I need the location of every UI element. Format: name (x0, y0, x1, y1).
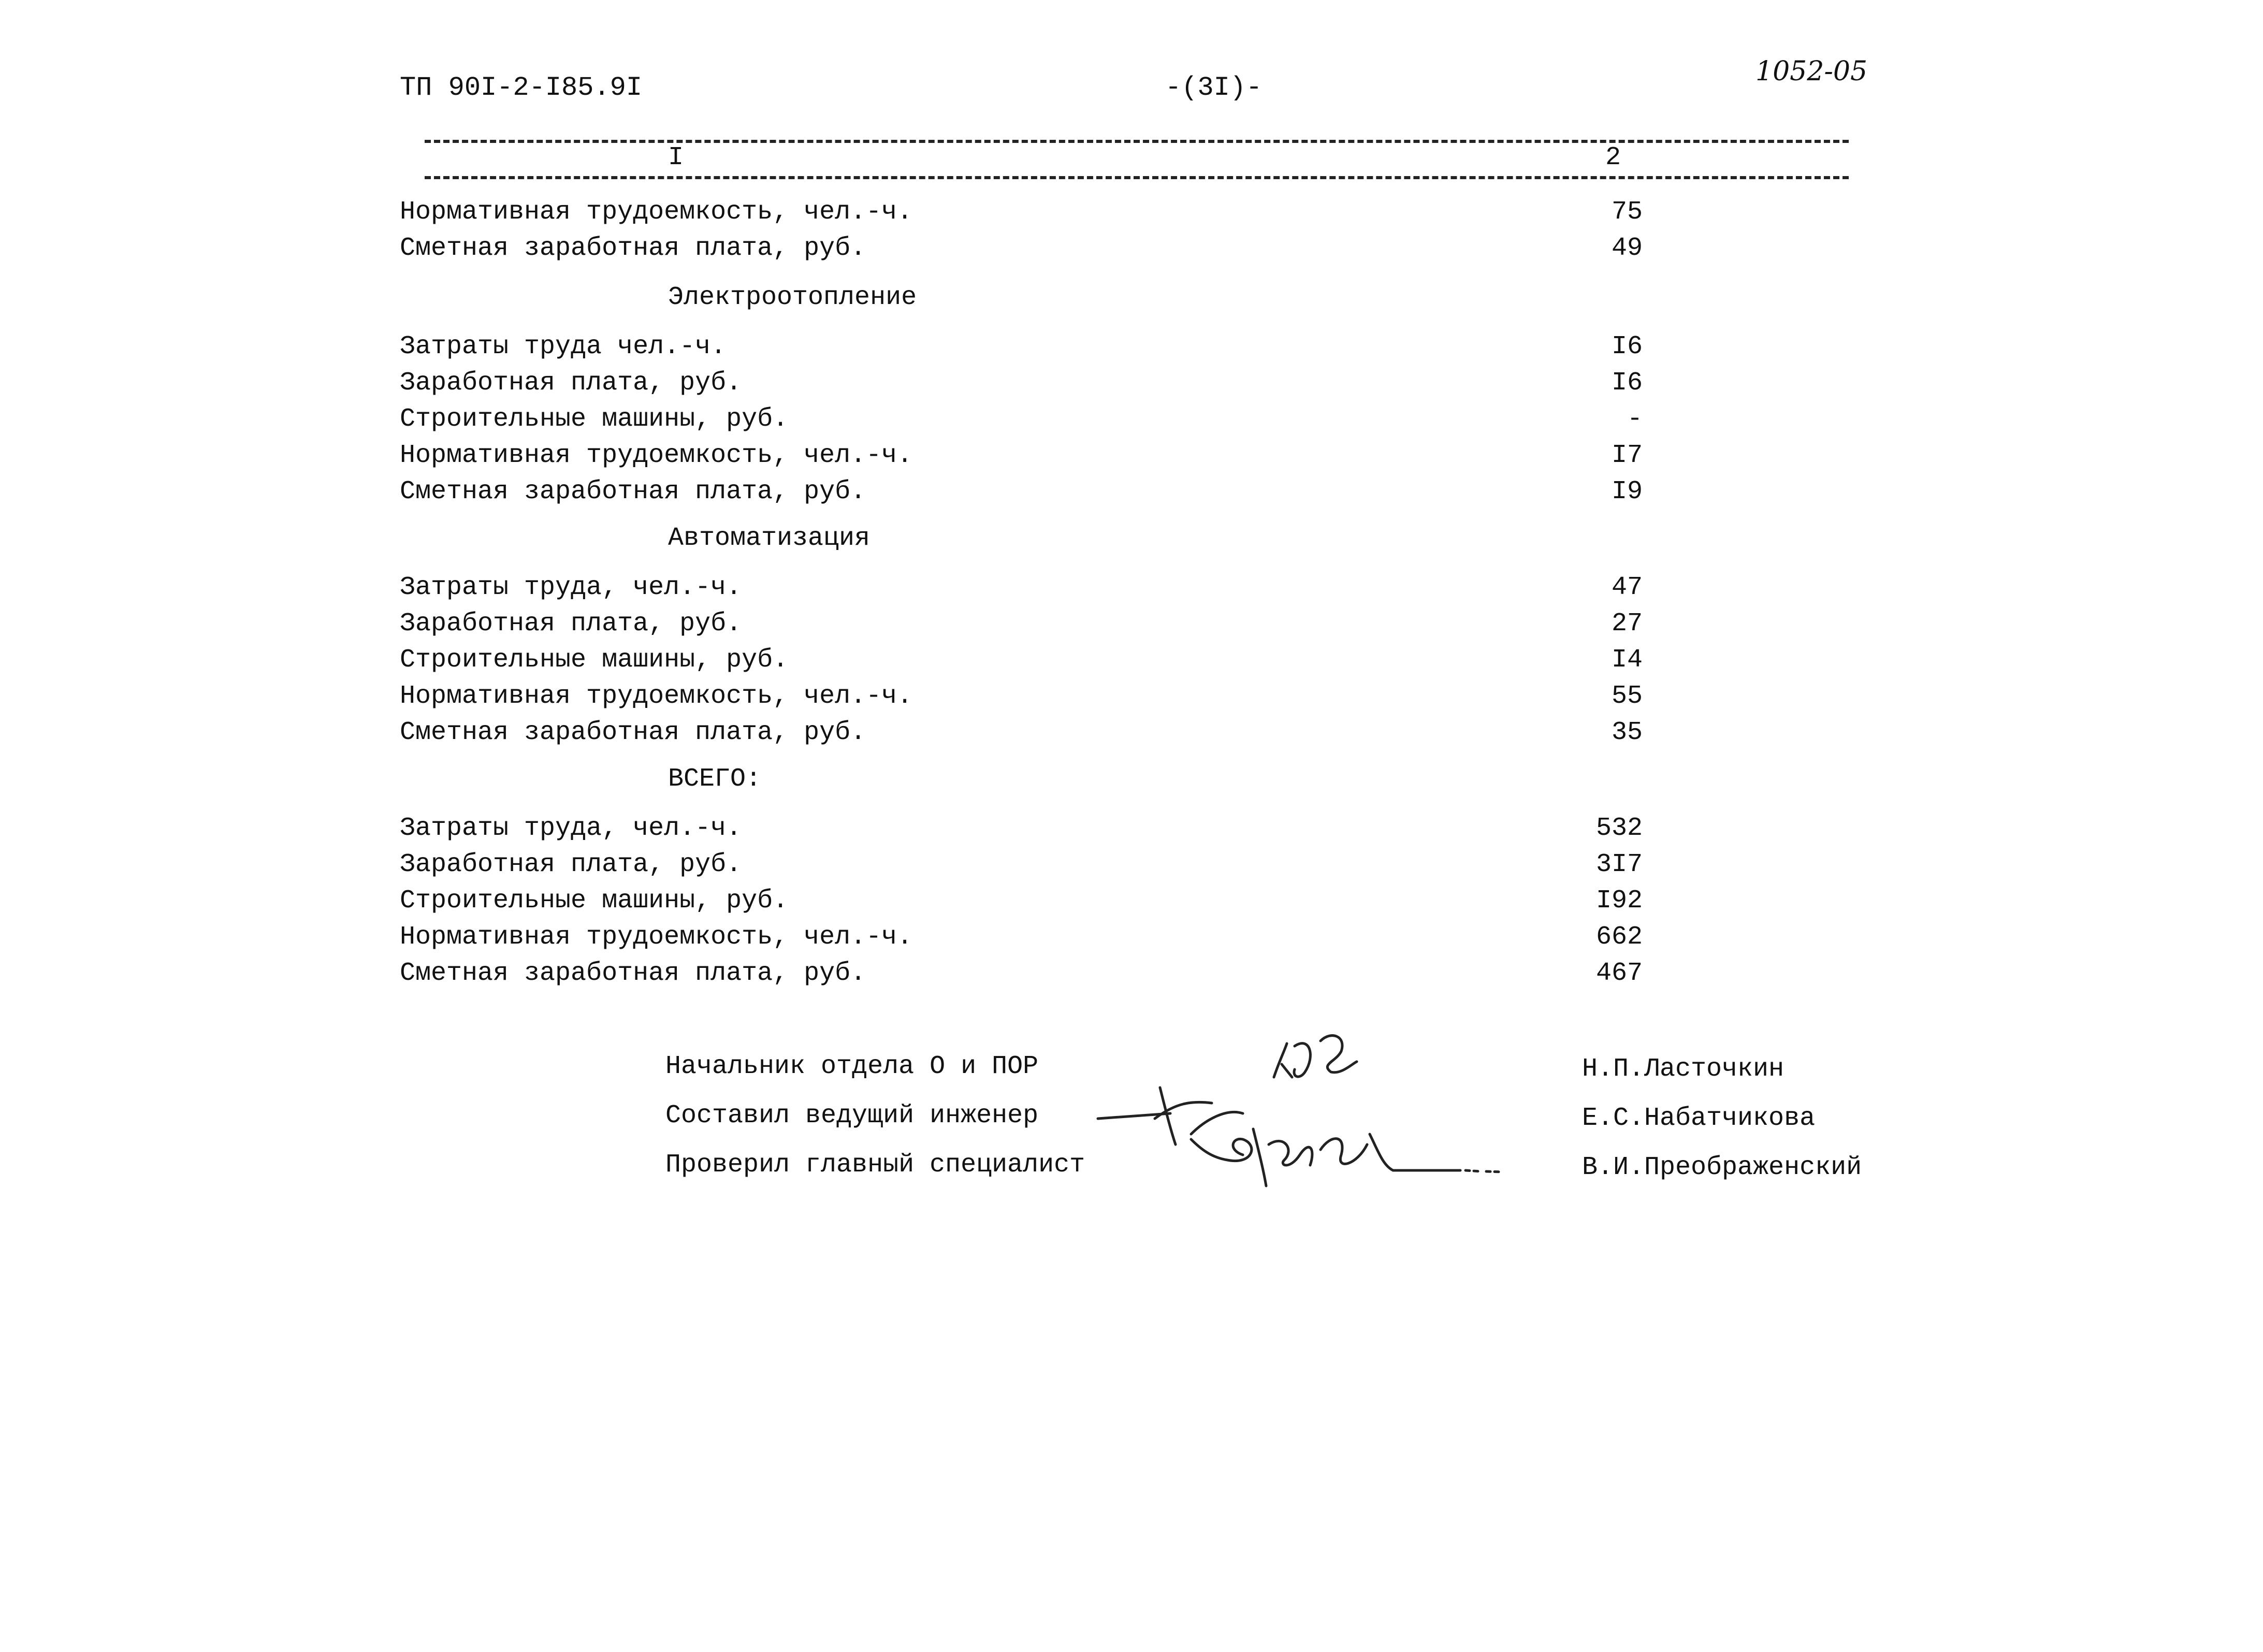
document-code: ТП 90I-2-I85.9I (400, 73, 643, 103)
row-label: Затраты труда, чел.-ч. (400, 573, 742, 602)
row-label: Сметная заработная плата, руб. (400, 959, 866, 988)
signature-name: Н.П.Ласточкин (1582, 1054, 1785, 1084)
table-row (400, 717, 1643, 748)
signature-role: Проверил главный специалист (665, 1150, 1085, 1180)
table-row (400, 849, 1643, 880)
row-label: Сметная заработная плата, руб. (400, 477, 866, 506)
column-2-header: 2 (1605, 143, 1621, 172)
page-number: -(3I)- (1165, 73, 1263, 103)
row-value: I92 (1595, 886, 1643, 916)
row-label: Нормативная трудоемкость, чел.-ч. (400, 682, 913, 711)
row-label: Строительные машины, руб. (400, 886, 789, 916)
table-row (400, 886, 1643, 917)
row-label: Сметная заработная плата, руб. (400, 718, 866, 747)
row-value: 3I7 (1595, 850, 1643, 879)
row-value: I9 (1611, 477, 1643, 506)
table-row (400, 813, 1643, 844)
row-value: 35 (1611, 718, 1643, 747)
table-row (400, 331, 1643, 363)
signature-role: Составил ведущий инженер (665, 1101, 1039, 1131)
row-value: 55 (1611, 682, 1643, 711)
row-label: Затраты труда, чел.-ч. (400, 814, 742, 843)
row-label: Строительные машины, руб. (400, 645, 789, 675)
row-label: Заработная плата, руб. (400, 850, 742, 879)
row-value: - (1627, 404, 1643, 434)
row-label: Нормативная трудоемкость, чел.-ч. (400, 197, 913, 227)
table-row (400, 922, 1643, 953)
table-top-rule (425, 140, 1849, 143)
signature-name: Е.С.Набатчикова (1582, 1104, 1816, 1133)
row-label: Затраты труда чел.-ч. (400, 332, 727, 361)
table-row (400, 197, 1643, 228)
table-header-rule (425, 176, 1849, 179)
row-value: 47 (1611, 573, 1643, 602)
row-value: I7 (1611, 441, 1643, 470)
table-row (400, 404, 1643, 435)
section-title: ВСЕГО: (668, 764, 762, 794)
signature-role: Начальник отдела О и ПОР (665, 1052, 1039, 1081)
table-row (400, 368, 1643, 399)
column-1-header: I (668, 143, 684, 172)
row-value: 532 (1595, 814, 1643, 843)
row-label: Заработная плата, руб. (400, 609, 742, 639)
table-row (400, 440, 1643, 471)
row-label: Сметная заработная плата, руб. (400, 234, 866, 263)
table-row (400, 572, 1643, 603)
section-title: Автоматизация (668, 524, 871, 553)
section-title: Электроотопление (668, 283, 917, 312)
row-value: 75 (1611, 197, 1643, 227)
row-value: I6 (1611, 368, 1643, 398)
row-value: I4 (1611, 645, 1643, 675)
row-label: Заработная плата, руб. (400, 368, 742, 398)
row-value: 467 (1595, 959, 1643, 988)
table-row (400, 233, 1643, 264)
table-row (400, 608, 1643, 640)
table-row (400, 681, 1643, 712)
row-value: 49 (1611, 234, 1643, 263)
corner-number: 1052-05 (1756, 56, 1868, 87)
row-label: Строительные машины, руб. (400, 404, 789, 434)
handwritten-signatures (1087, 1015, 1528, 1233)
row-label: Нормативная трудоемкость, чел.-ч. (400, 922, 913, 952)
row-value: 27 (1611, 609, 1643, 639)
row-value: I6 (1611, 332, 1643, 361)
row-label: Нормативная трудоемкость, чел.-ч. (400, 441, 913, 470)
signature-name: В.И.Преображенский (1582, 1153, 1862, 1182)
table-row (400, 958, 1643, 989)
table-row (400, 645, 1643, 676)
row-value: 662 (1595, 922, 1643, 952)
table-row (400, 476, 1643, 508)
